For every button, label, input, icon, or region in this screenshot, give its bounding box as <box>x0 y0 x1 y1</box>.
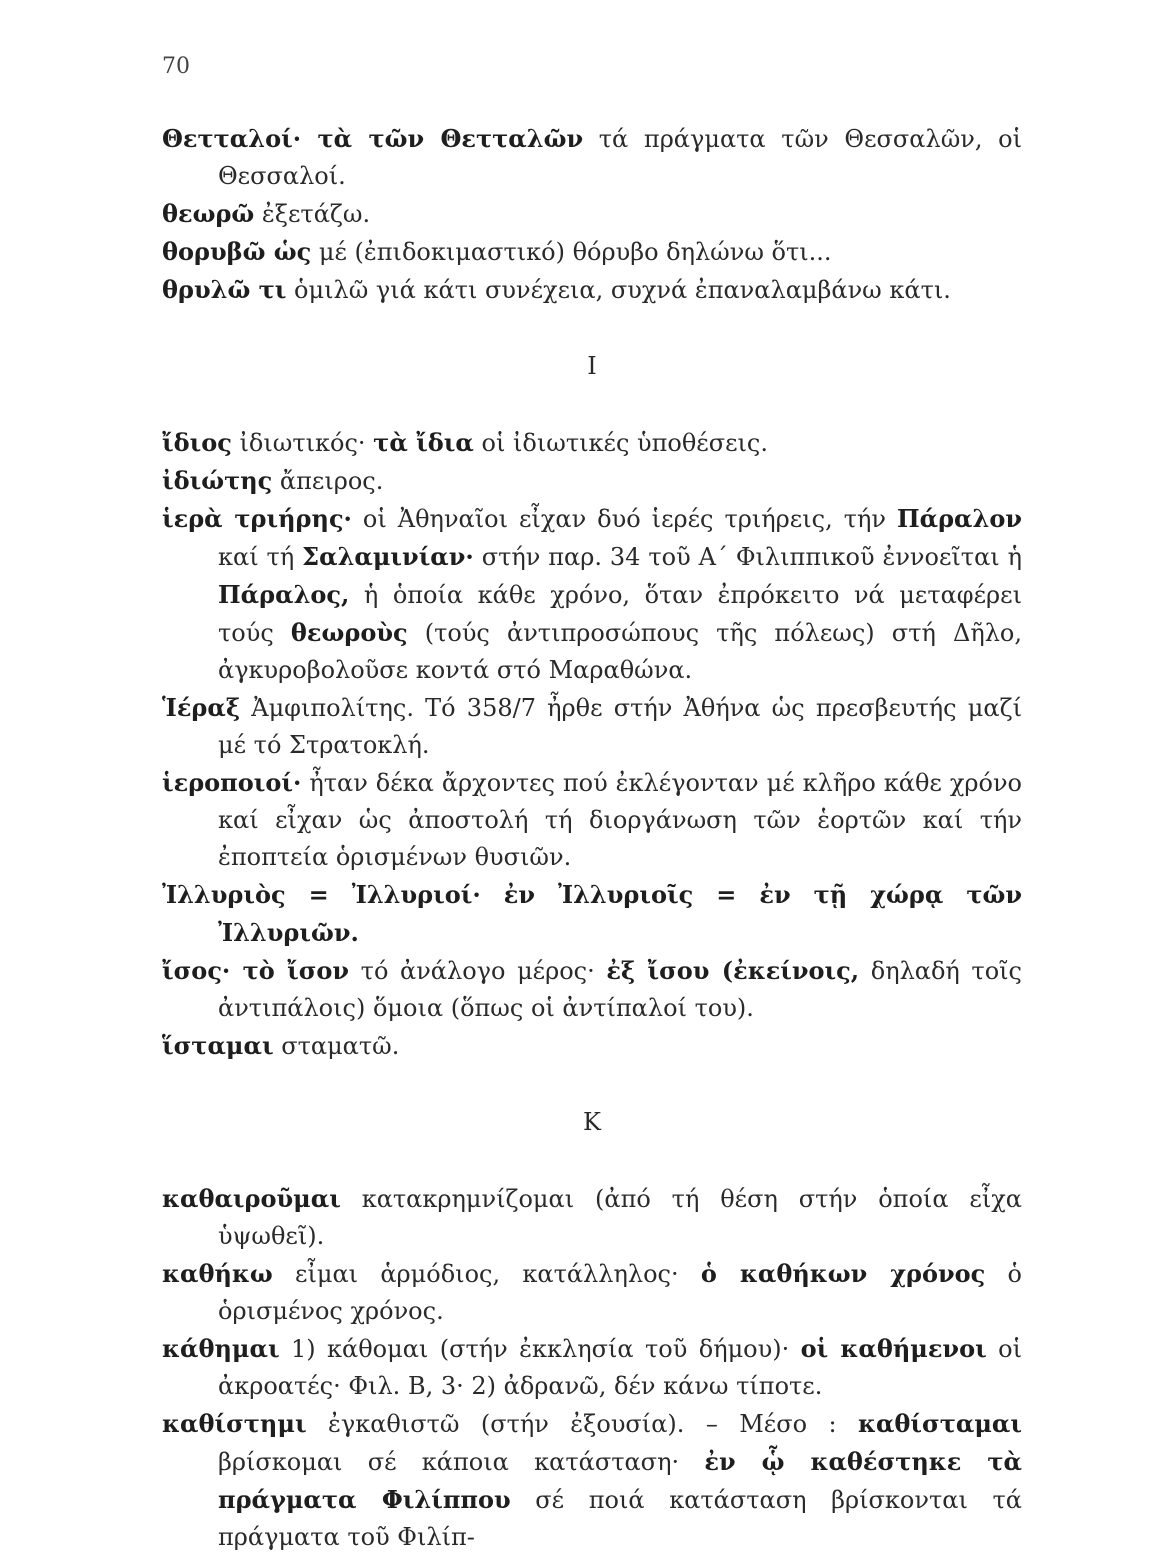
glossary-entry <box>162 952 1022 1027</box>
definition-text: δηλαδή τοῖς ἀντιπάλοις) ὅμοια (ὅπως οἱ ἀντίπαλοί του). <box>218 957 1022 1022</box>
headword: Σαλαμινίαν· <box>302 542 474 571</box>
headword: ἵσταμαι <box>162 1031 274 1060</box>
headword: Πάραλον <box>896 504 1023 533</box>
definition-text: ἰδιωτικός· <box>231 429 374 457</box>
headword: Ἰλλυριὸς = Ἰλλυριοί· ἐν Ἰλλυριοῖς = ἐν τῇ χώρᾳ τῶν Ἰλλυριῶν. <box>162 880 1022 947</box>
glossary-entry <box>162 764 1022 876</box>
headword: ἐν ᾧ καθέστηκε τὰ πράγματα Φιλίππου <box>218 1447 1022 1514</box>
definition-text: ἄπειρος. <box>272 467 384 495</box>
definition-text: 1) κάθομαι (στήν ἐκκλησία τοῦ δήμου)· <box>279 1335 801 1363</box>
definition-text: σέ ποιά κατάσταση βρίσκονται τά πράγματα τοῦ Φιλίπ- <box>218 1486 1022 1551</box>
glossary-entry <box>162 876 1022 952</box>
definition-text: ἦταν δέκα ἄρχοντες πού ἐκλέγονταν μέ κλῆρο κάθε χρόνο καί εἶχαν ὡς ἀποστολή τή διοργάνωση τῶν ἑορτῶν καί τήν ἐποπτεία ὁρισμένων θυσιῶν. <box>218 769 1022 871</box>
glossary-entry <box>162 271 1022 309</box>
entries-theta <box>162 120 1022 309</box>
section-heading-kappa: Κ <box>583 1108 601 1136</box>
headword: ἱερὰ τριήρης· <box>162 504 352 533</box>
definition-text: ἐγκαθιστῶ (στήν ἐξουσία). – Μέσο : <box>306 1410 858 1438</box>
headword: τὰ ἴδια <box>373 428 474 457</box>
glossary-entry <box>162 462 1022 500</box>
glossary-entry <box>162 1255 1022 1330</box>
headword: ἱεροποιοί· <box>162 768 302 797</box>
glossary-entry <box>162 195 1022 233</box>
definition-text: ὁ ὁρισμένος χρόνος. <box>218 1260 1023 1325</box>
definition-text: οἱ ἰδιωτικές ὑποθέσεις. <box>473 429 768 457</box>
headword: ἴσος· τὸ ἴσον <box>162 956 350 985</box>
glossary-entry <box>162 689 1022 764</box>
headword: καθίσταμαι <box>857 1409 1022 1438</box>
headword: ὁ καθήκων χρόνος <box>700 1259 986 1288</box>
dictionary-content <box>162 120 1022 1556</box>
headword: ἴδιος <box>162 428 232 457</box>
headword: θεωροὺς <box>290 618 408 647</box>
headword: καθαιροῦμαι <box>162 1184 341 1213</box>
definition-text: στήν παρ. 34 τοῦ Α΄ Φιλιππικοῦ ἐννοεῖται ἡ <box>473 543 1023 571</box>
headword: Θετταλοί· <box>162 124 318 153</box>
headword: Πάραλος, <box>218 580 350 609</box>
definition-text: Ἀμφιπολίτης. Τό 358/7 ἦρθε στήν Ἀθήνα ὡς πρεσβευτής μαζί μέ τό Στρατοκλή. <box>218 694 1022 759</box>
headword: κάθημαι <box>162 1334 280 1363</box>
definition-text: μέ (ἐπιδοκιμαστικό) θόρυβο δηλώνω ὅτι... <box>311 238 832 266</box>
glossary-entry <box>162 1180 1022 1255</box>
headword: θορυβῶ ὡς <box>162 237 312 266</box>
definition-text: καί τή <box>218 543 303 571</box>
headword: θρυλῶ τι <box>162 275 287 304</box>
glossary-entry <box>162 1027 1022 1065</box>
definition-text: βρίσκομαι σέ κάποια κατάσταση· <box>218 1448 705 1476</box>
glossary-entry <box>162 424 1022 462</box>
definition-text: τό ἀνάλογο μέρος· <box>349 957 607 985</box>
glossary-entry <box>162 1330 1022 1405</box>
definition-text: ἡ ὁποία κάθε χρόνο, ὅταν ἐπρόκειτο νά μεταφέρει τούς <box>218 581 1022 647</box>
definition-text: (τούς ἀντιπροσώπους τῆς πόλεως) στή Δῆλο, ἀγκυροβολοῦσε κοντά στό Μαραθώνα. <box>218 619 1022 684</box>
definition-text: σταματῶ. <box>273 1032 400 1060</box>
headword: ἐξ ἴσου (ἐκείνοις, <box>606 956 860 985</box>
definition-text: ἐξετάζω. <box>254 200 371 228</box>
glossary-entry <box>162 233 1022 271</box>
page-number: 70 <box>162 54 190 79</box>
definition-text: οἱ ἀκροατές· Φιλ. Β, 3· 2) ἀδρανῶ, δέν κάνω τίποτε. <box>218 1335 1022 1400</box>
definition-text: τά πράγματα τῶν Θεσσαλῶν, οἱ Θεσσαλοί. <box>218 125 1023 190</box>
definition-text: εἶμαι ἁρμόδιος, κατάλληλος· <box>272 1260 701 1288</box>
headword: καθίστημι <box>162 1409 307 1438</box>
definition-text: οἱ Ἀθηναῖοι εἶχαν δυό ἱερές τριήρεις, τήν <box>351 505 897 533</box>
headword: θεωρῶ <box>162 199 255 228</box>
definition-text: ὁμιλῶ γιά κάτι συνέχεια, συχνά ἐπαναλαμβάνω κάτι. <box>286 276 951 304</box>
definition-text: κατακρημνίζομαι (ἀπό τή θέση στήν ὁποία εἶχα ὑψωθεῖ). <box>218 1185 1022 1250</box>
headword: Ἱέραξ <box>162 693 241 722</box>
glossary-entry <box>162 500 1022 689</box>
headword: οἱ καθήμενοι <box>800 1334 987 1363</box>
glossary-entry <box>162 1405 1022 1556</box>
glossary-entry <box>162 120 1022 195</box>
headword: τὰ τῶν Θετταλῶν <box>317 124 584 153</box>
section-heading-iota: Ι <box>587 352 597 380</box>
entries-iota <box>162 424 1022 1065</box>
headword: καθήκω <box>162 1259 273 1288</box>
headword: ἰδιώτης <box>162 466 273 495</box>
